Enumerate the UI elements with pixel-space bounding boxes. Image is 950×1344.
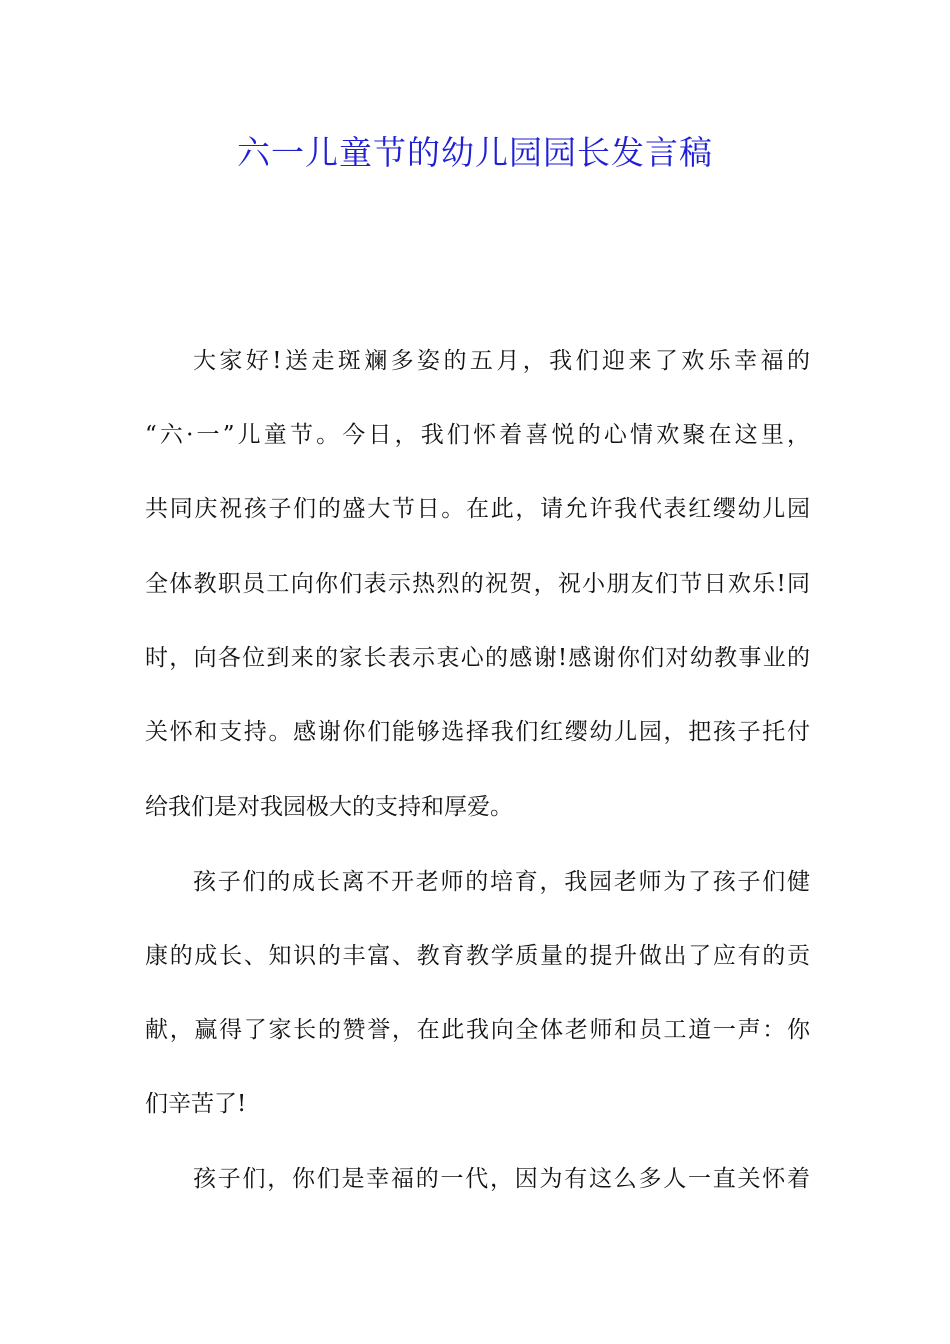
paragraph-line: 时，向各位到来的家长表示衷心的感谢!感谢你们对幼教事业的 (145, 645, 810, 671)
paragraph-line: 共同庆祝孩子们的盛大节日。在此，请允许我代表红缨幼儿园 (145, 496, 810, 522)
paragraph-line: 康的成长、知识的丰富、教育教学质量的提升做出了应有的贡 (145, 943, 810, 969)
paragraph-line: 给我们是对我园极大的支持和厚爱。 (145, 794, 513, 820)
paragraph-line: 献，赢得了家长的赞誉，在此我向全体老师和员工道一声：你 (145, 1017, 810, 1043)
document-title: 六一儿童节的幼儿园园长发言稿 (237, 133, 713, 172)
paragraph-line: “六·一”儿童节。今日，我们怀着喜悦的心情欢聚在这里， (145, 422, 810, 448)
paragraph-line: 孩子们，你们是幸福的一代，因为有这么多人一直关怀着 (193, 1166, 810, 1192)
paragraph-line: 关怀和支持。感谢你们能够选择我们红缨幼儿园，把孩子托付 (145, 719, 810, 745)
paragraph-line: 们辛苦了! (145, 1091, 247, 1117)
paragraph-line: 全体教职员工向你们表示热烈的祝贺，祝小朋友们节日欢乐!同 (145, 571, 810, 597)
paragraph-line: 大家好!送走斑斓多姿的五月，我们迎来了欢乐幸福的 (193, 348, 810, 374)
paragraph-line: 孩子们的成长离不开老师的培育，我园老师为了孩子们健 (193, 869, 810, 895)
